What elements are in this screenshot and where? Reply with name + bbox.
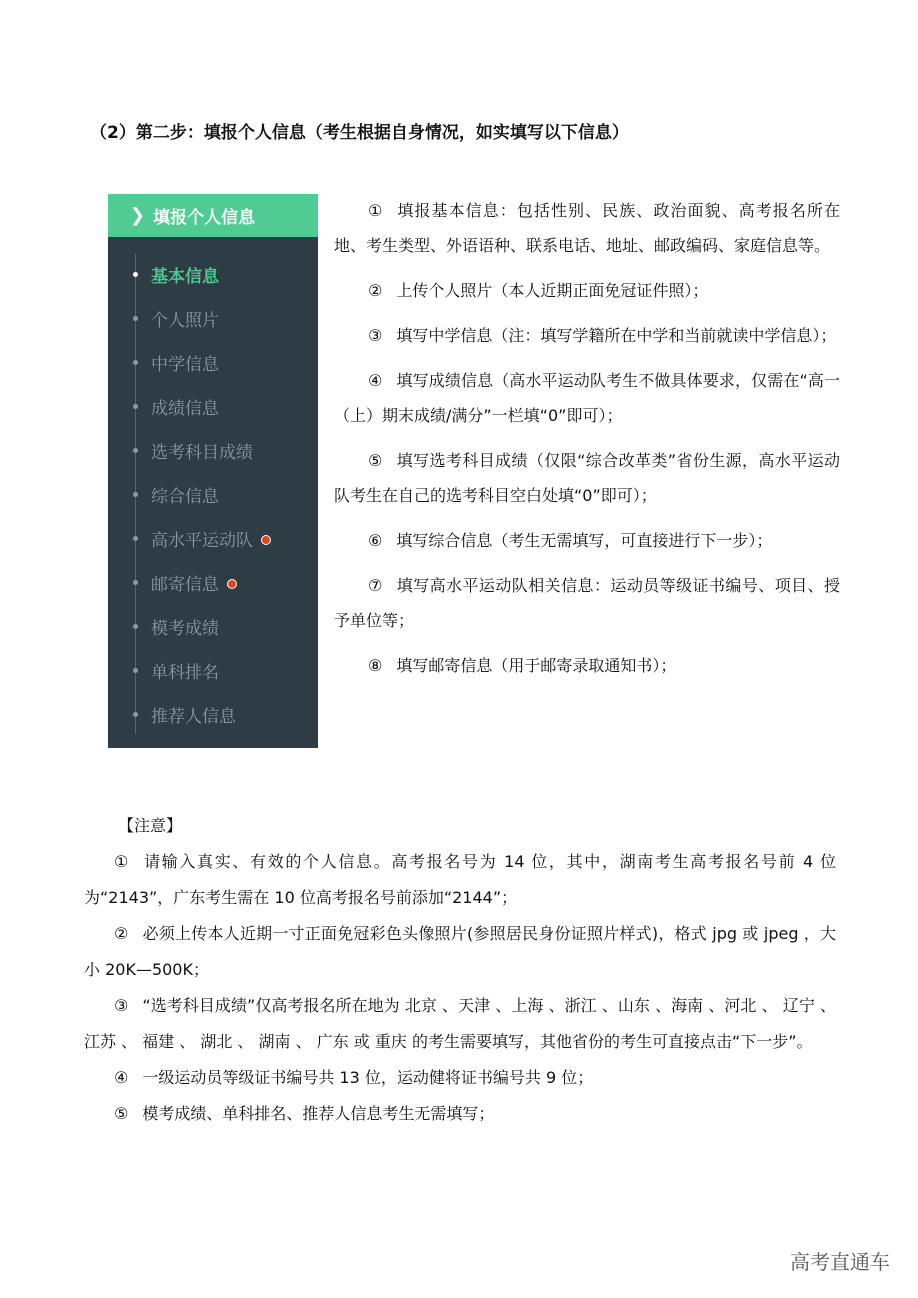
- note-text: 必须上传本人近期一寸正面免冠彩色头像照片(参照居民身份证照片样式)，格式 jpg 或 jpeg ，大小 20K—500K；: [84, 924, 837, 979]
- step-text: 填写选考科目成绩（仅限“综合改革类”省份生源，高水平运动队考生在自己的选考科目空白处填“0”即可）；: [334, 451, 840, 505]
- sidebar-item[interactable]: [108, 523, 318, 553]
- note-text: 模考成绩、单科排名、推荐人信息考生无需填写；: [142, 1104, 495, 1123]
- step-number: ⑧: [368, 656, 383, 675]
- note-number: ①: [114, 852, 131, 871]
- step-text: 填写综合信息（考生无需填写，可直接进行下一步）；: [396, 531, 773, 550]
- sidebar-item-label: 个人照片: [151, 310, 219, 331]
- timeline-dot-icon: [133, 272, 138, 277]
- step-item: [334, 273, 840, 308]
- sidebar-item-label: 推荐人信息: [151, 706, 236, 727]
- note-text: 请输入真实、有效的个人信息。高考报名号为 14 位，其中，湖南考生高考报名号前 4 位为“2143”，广东考生需在 10 位高考报名号前添加“2144”；: [84, 852, 836, 907]
- note-item: [84, 844, 836, 916]
- sidebar-item-label: 单科排名: [151, 662, 219, 683]
- timeline-dot-icon: [133, 316, 138, 321]
- personal-info-sidebar: [108, 194, 318, 748]
- step-number: ⑤: [368, 451, 383, 470]
- timeline-dot-icon: [133, 668, 138, 673]
- sidebar-item-label: 选考科目成绩: [151, 442, 253, 463]
- sidebar-item-label: 基本信息: [151, 266, 219, 287]
- sidebar-item-label: 成绩信息: [151, 398, 219, 419]
- note-item: [84, 916, 836, 988]
- step-item: [334, 648, 840, 683]
- note-number: ③: [114, 996, 129, 1015]
- sidebar-item[interactable]: [108, 655, 318, 685]
- sidebar-item[interactable]: [108, 567, 318, 597]
- sidebar-item[interactable]: [108, 699, 318, 729]
- step-item: [334, 318, 840, 353]
- step-heading: （2）第二步：填报个人信息（考生根据自身情况，如实填写以下信息）: [90, 123, 629, 143]
- sidebar-item-label-text: 高水平运动队: [151, 530, 253, 551]
- step-number: ③: [368, 326, 383, 345]
- timeline-dot-icon: [133, 492, 138, 497]
- sidebar-item-label-text: 邮寄信息: [151, 574, 219, 595]
- notes-title: 【注意】: [118, 816, 183, 835]
- note-text: “选考科目成绩”仅高考报名所在地为 北京 、天津 、上海 、浙江 、山东 、海南 、河北 、 辽宁 、 江苏 、 福建 、 湖北 、 湖南 、 广东 或 重庆 的考生需要填写，其他省份的考生可直接点击“下一步”。: [84, 996, 836, 1051]
- sidebar-item[interactable]: [108, 303, 318, 333]
- note-item: [84, 988, 836, 1060]
- step-item: [334, 523, 840, 558]
- alert-dot-icon: [227, 579, 237, 589]
- sidebar-item[interactable]: [108, 479, 318, 509]
- timeline-dot-icon: [133, 712, 138, 717]
- sidebar-item[interactable]: [108, 391, 318, 421]
- chevron-right-icon: ❯: [130, 205, 146, 226]
- sidebar-item[interactable]: [108, 611, 318, 641]
- sidebar-item-label: [151, 570, 237, 595]
- timeline-dot-icon: [133, 536, 138, 541]
- step-number: ④: [368, 371, 383, 390]
- step-text: 填写邮寄信息（用于邮寄录取通知书）；: [396, 656, 677, 675]
- sidebar-item-label: 模考成绩: [151, 618, 219, 639]
- timeline-dot-icon: [133, 580, 138, 585]
- step-text: 填写高水平运动队相关信息：运动员等级证书编号、项目、授予单位等；: [334, 576, 840, 630]
- note-number: ④: [114, 1068, 129, 1087]
- sidebar-item-label: 综合信息: [151, 486, 219, 507]
- timeline-dot-icon: [133, 448, 138, 453]
- alert-dot-icon: [261, 535, 271, 545]
- step-number: ⑦: [368, 576, 383, 595]
- step-text: 上传个人照片（本人近期正面免冠证件照）；: [396, 281, 709, 300]
- step-item: [334, 193, 840, 263]
- sidebar-item[interactable]: [108, 435, 318, 465]
- sidebar-item-label: 中学信息: [151, 354, 219, 375]
- note-item: [84, 1096, 836, 1132]
- step-number: ①: [368, 201, 384, 220]
- step-number: ⑥: [368, 531, 383, 550]
- step-item: [334, 363, 840, 433]
- note-number: ②: [114, 924, 129, 943]
- sidebar-header[interactable]: [108, 194, 318, 237]
- sidebar-item[interactable]: [108, 259, 318, 289]
- step-item: [334, 443, 840, 513]
- step-text: 填写成绩信息（高水平运动队考生不做具体要求，仅需在“高一（上）期末成绩/满分”一栏填“0”即可）；: [334, 371, 840, 425]
- note-text: 一级运动员等级证书编号共 13 位，运动健将证书编号共 9 位；: [142, 1068, 594, 1087]
- steps-list: [334, 193, 840, 693]
- timeline-dot-icon: [133, 360, 138, 365]
- watermark-text: 高考直通车: [790, 1250, 890, 1274]
- step-item: [334, 568, 840, 638]
- sidebar-item-label: [151, 526, 271, 551]
- step-number: ②: [368, 281, 383, 300]
- note-item: [84, 1060, 836, 1096]
- notes-section: [84, 808, 836, 1132]
- step-text: 填写中学信息（注：填写学籍所在中学和当前就读中学信息）；: [396, 326, 837, 345]
- sidebar-header-label: 填报个人信息: [153, 208, 256, 228]
- sidebar-item[interactable]: [108, 347, 318, 377]
- note-number: ⑤: [114, 1104, 129, 1123]
- timeline-dot-icon: [133, 624, 138, 629]
- step-text: 填报基本信息：包括性别、民族、政治面貌、高考报名所在地、考生类型、外语语种、联系电话、地址、邮政编码、家庭信息等。: [334, 201, 841, 255]
- timeline-dot-icon: [133, 404, 138, 409]
